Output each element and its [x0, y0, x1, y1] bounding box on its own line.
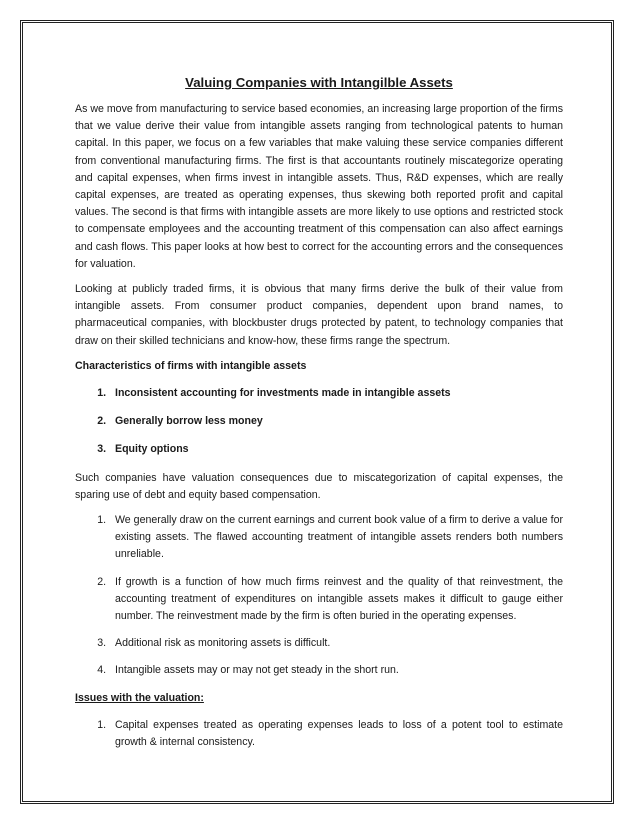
characteristics-list	[75, 385, 563, 459]
list-item: 1. Inconsistent accounting for investments made in intangible assets	[109, 385, 563, 402]
consequences-paragraph: Such companies have valuation consequences due to miscategorization of capital expenses, the sparing use of debt and equity based compensation.	[75, 471, 563, 501]
list-item: 3. Additional risk as monitoring assets is difficult.	[109, 635, 563, 652]
consequences-list	[75, 512, 563, 680]
list-item: 2. If growth is a function of how much firms reinvest and the quality of that reinvestment, the accounting treatment of expenditures on intangible assets makes it difficult to gauge either number. The reinvestment made by the firm is often buried in the operating expenses.	[109, 574, 563, 626]
issues-heading: Issues with the valuation:	[75, 691, 204, 704]
issues-list	[75, 717, 563, 751]
list-item: 4. Intangible assets may or may not get steady in the short run.	[109, 662, 563, 679]
second-paragraph: Looking at publicly traded firms, it is obvious that many firms derive the bulk of their value from intangible assets. From consumer product companies, dependent upon brand names, to pharmaceutical companies, with blockbuster drugs protected by patent, to technology companies that draw on their skilled technicians and know-how, these firms range the spectrum.	[75, 283, 563, 347]
characteristics-heading: Characteristics of firms with intangible assets	[75, 359, 307, 372]
list-item: 1. Capital expenses treated as operating expenses leads to loss of a potent tool to estimate growth & internal consistency.	[109, 717, 563, 751]
intro-paragraph: As we move from manufacturing to service based economies, an increasing large proportion of the firms that we value derive their value from intangible assets ranging from technological patents to human capital. In this paper, we focus on a few variables that make valuing these service companies different from conventional manufacturing firms. The first is that accountants routinely miscategorize operating and capital expenses, when firms invest in intangible assets. Thus, R&D expenses, which are really capital expenses, are treated as operating expenses, thus skewing both reported profit and capital values. The second is that firms with intangible assets are more likely to use options and restricted stock to compensate employees and the accounting treatment of this compensation can also affect earnings and cash flows. This paper looks at how best to correct for the accounting errors and the consequences for valuation.	[75, 103, 563, 270]
list-item: 1. We generally draw on the current earnings and current book value of a firm to derive a value for existing assets. The flawed accounting treatment of intangible assets renders both numbers unreliable.	[109, 512, 563, 564]
document-body	[75, 73, 563, 761]
list-item: 2. Generally borrow less money	[109, 413, 563, 430]
document-title: Valuing Companies with Intangilble Assets	[185, 75, 453, 90]
list-item: 3. Equity options	[109, 441, 563, 458]
